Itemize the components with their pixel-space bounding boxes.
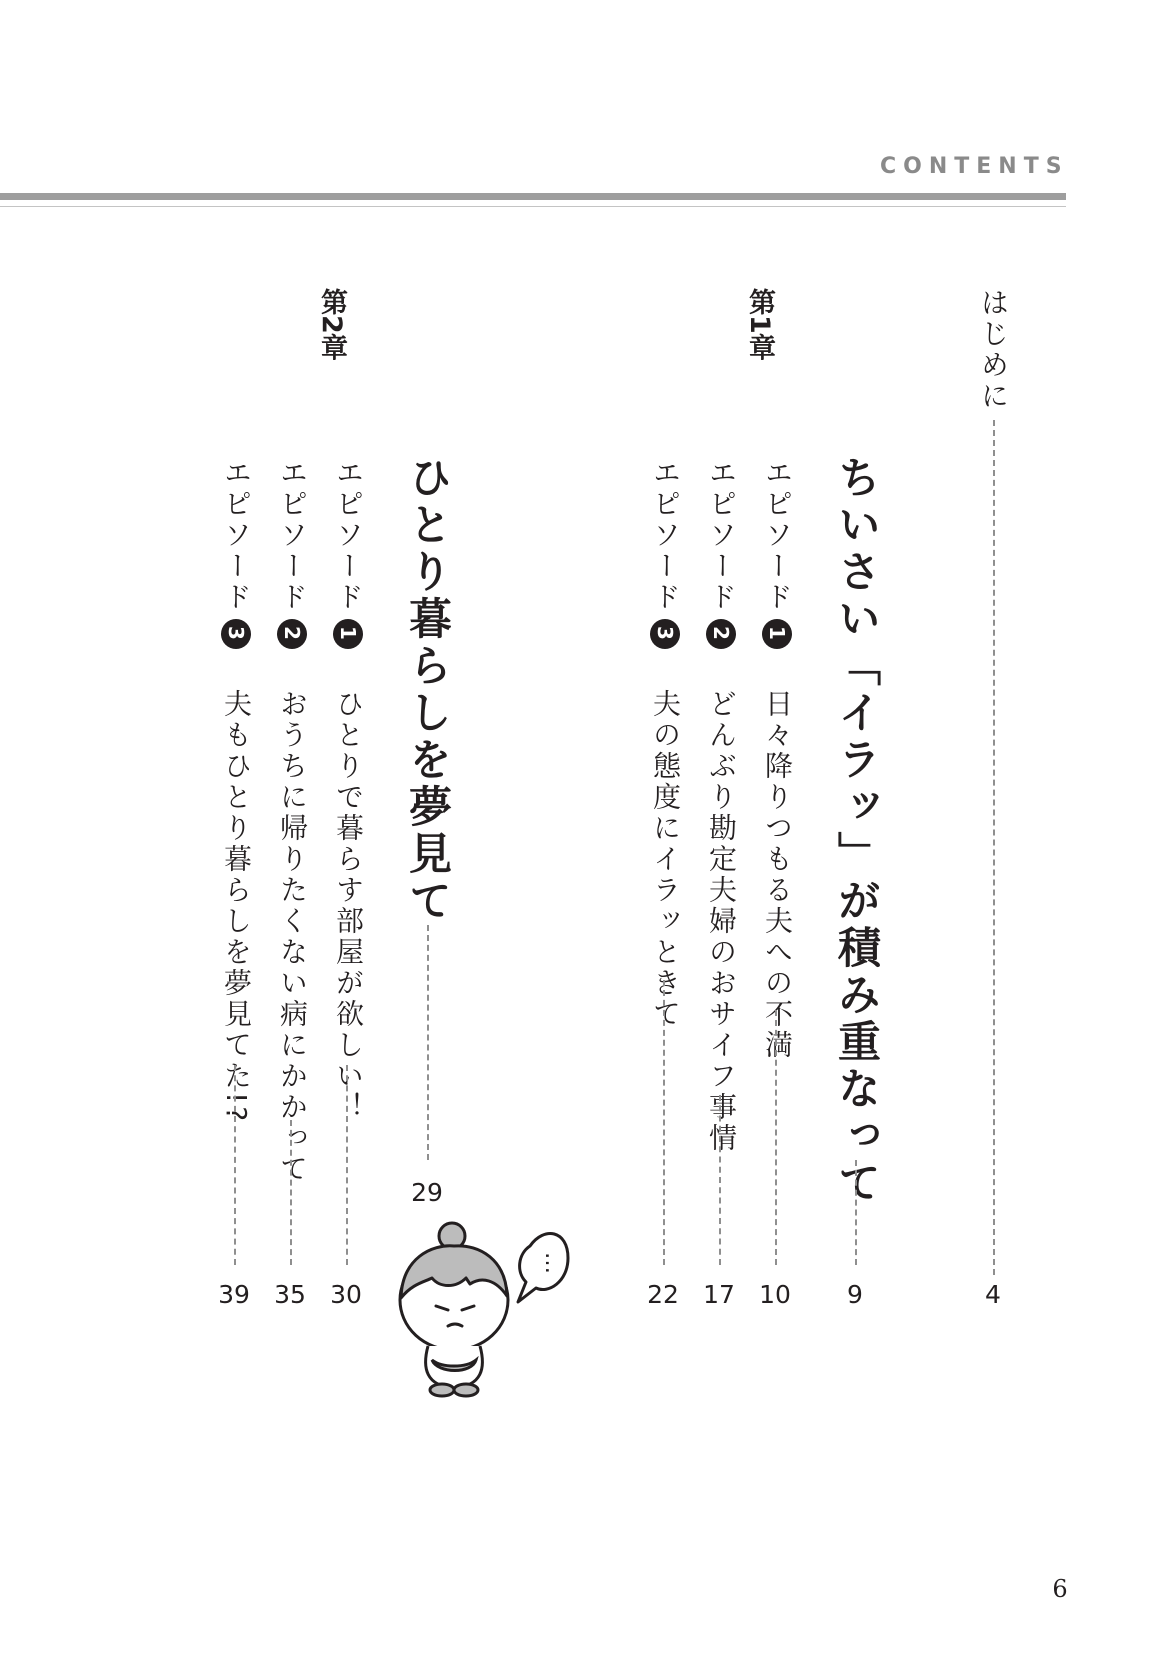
chapter2-episode3-page-number: 39 [218, 1280, 250, 1309]
chapter1-episode3-leader [663, 980, 665, 1265]
episode-title: ひとりで暮らす部屋が欲しい！ [332, 689, 365, 1123]
chapter1-episode1[interactable] [760, 458, 794, 1061]
episode-title: おうちに帰りたくない病にかかって [276, 689, 309, 1185]
episode-prefix: エピソード [761, 458, 794, 613]
contents-heading: CONTENTS [880, 154, 1069, 179]
episode-number-badge: 3 [650, 619, 680, 649]
intro-page-number: 4 [985, 1280, 1001, 1309]
chapter2-episode2[interactable] [275, 458, 309, 1185]
episode-prefix: エピソード [220, 458, 253, 613]
chapter1-episode3-page-number: 22 [647, 1280, 679, 1309]
episode-number-badge: 2 [277, 619, 307, 649]
chapter2-label: 第2章 [316, 288, 347, 361]
episode-prefix: エピソード [649, 458, 682, 613]
chapter2-page-number: 29 [411, 1178, 443, 1207]
chapter2-episode1[interactable] [331, 458, 365, 1123]
episode-title: どんぶり勘定夫婦のおサイフ事情 [705, 689, 738, 1154]
chapter2-episode1-leader [346, 1065, 348, 1265]
chapter2-episode2-leader [290, 1120, 292, 1265]
speech-bubble [518, 1234, 568, 1303]
chapter1-leader [855, 1160, 857, 1265]
episode-prefix: エピソード [705, 458, 738, 613]
episode-number-badge: 1 [333, 619, 363, 649]
episode-number-badge: 2 [706, 619, 736, 649]
episode-number-badge: 1 [762, 619, 792, 649]
chapter2-episode3[interactable] [219, 458, 253, 1124]
chapter1-episode2-leader [719, 1095, 721, 1265]
chapter2-episode2-page-number: 35 [274, 1280, 306, 1309]
left-foot [430, 1384, 454, 1396]
speech-bubble-text: … [540, 1252, 565, 1274]
header-rule-thick [0, 193, 1066, 200]
chapter1-title[interactable]: ちいさい「イラッ」が積み重なって [831, 455, 881, 1207]
chapter2-leader [427, 925, 429, 1160]
episode-title: 日々降りつもる夫への不満 [761, 689, 794, 1061]
chapter1-episode2[interactable] [704, 458, 738, 1154]
chapter1-episode3[interactable] [648, 458, 682, 1030]
right-foot [454, 1384, 478, 1396]
episode-title: 夫の態度にイラッときて [649, 689, 682, 1030]
chapter2-title[interactable]: ひとり暮らしを夢見て [402, 455, 452, 925]
episode-title: 夫もひとり暮らしを夢見てた!? [220, 689, 253, 1125]
chapter1-episode1-leader [775, 1010, 777, 1265]
chapter1-episode2-page-number: 17 [703, 1280, 735, 1309]
episode-number-badge: 3 [221, 619, 251, 649]
chapter1-label: 第1章 [744, 288, 775, 361]
header-rule-thin [0, 206, 1066, 207]
episode-prefix: エピソード [276, 458, 309, 613]
chapter2-episode1-page-number: 30 [330, 1280, 362, 1309]
page-folio: 6 [1052, 1575, 1068, 1603]
intro-leader [993, 420, 995, 1275]
chapter1-episode1-page-number: 10 [759, 1280, 791, 1309]
episode-prefix: エピソード [332, 458, 365, 613]
mascot-illustration [392, 1218, 592, 1398]
chapter1-page-number: 9 [847, 1280, 863, 1309]
chapter2-episode3-leader [234, 1065, 236, 1265]
intro-label[interactable]: はじめに [977, 288, 1010, 412]
